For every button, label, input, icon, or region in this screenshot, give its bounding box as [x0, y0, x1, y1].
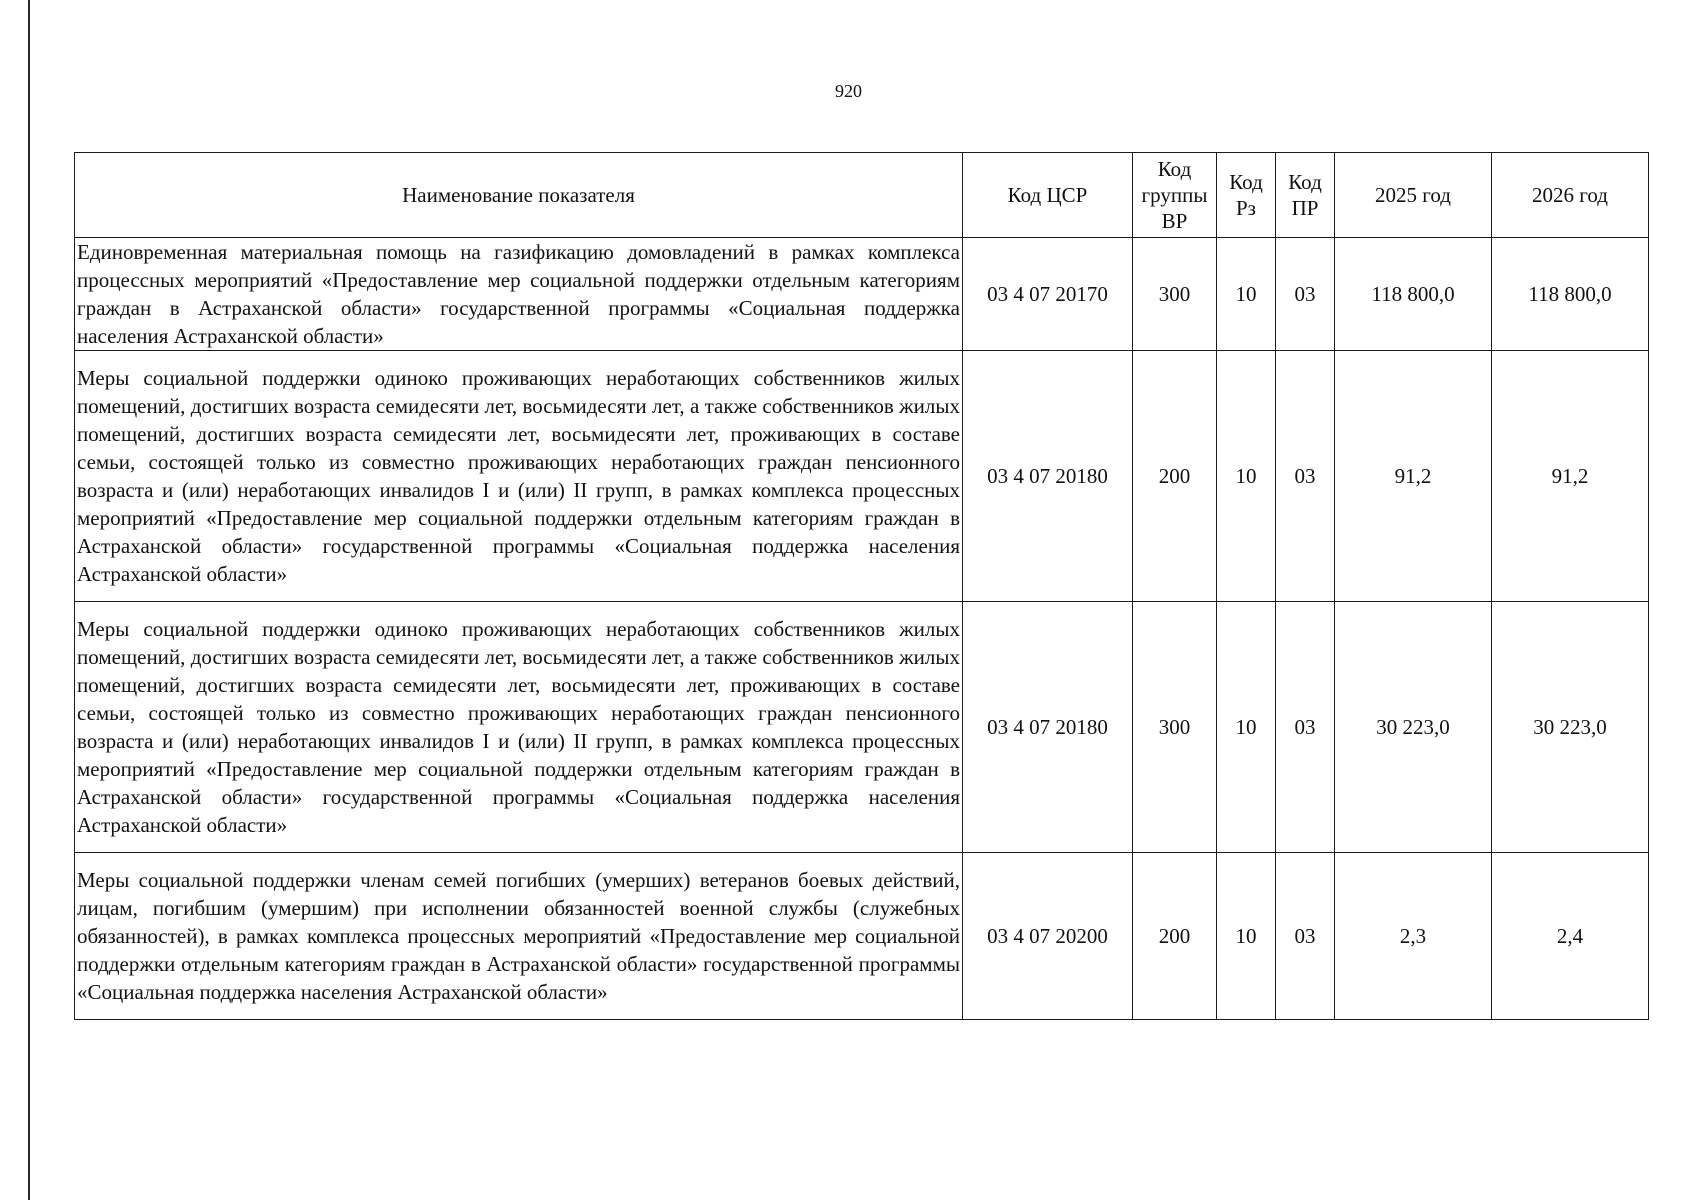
row-name: Меры социальной поддержки членам семей погибших (умерших) ветеранов боевых действий, лицам, погибшим (умершим) при исполнении обязанностей военной службы (служебных обязанностей), в рамках комплекса процессных мероприятий «Предоставление мер социальной поддержки отдельным категориям граждан в Астраханской области» государственной программы «Социальная поддержка населения Астраханской области»	[75, 853, 963, 1020]
row-rz: 10	[1217, 602, 1276, 853]
row-vr: 300	[1133, 238, 1217, 351]
header-vr-line3: ВР	[1161, 209, 1188, 233]
row-2026: 2,4	[1492, 853, 1649, 1020]
table-row	[75, 602, 1649, 853]
row-2025: 118 800,0	[1335, 238, 1492, 351]
row-2026: 91,2	[1492, 351, 1649, 602]
page-number: 920	[835, 81, 862, 101]
row-2025: 30 223,0	[1335, 602, 1492, 853]
row-2025: 91,2	[1335, 351, 1492, 602]
budget-table	[74, 152, 1649, 1020]
row-pr: 03	[1276, 853, 1335, 1020]
row-2026: 30 223,0	[1492, 602, 1649, 853]
header-rz-line1: Код	[1229, 170, 1263, 194]
row-pr: 03	[1276, 602, 1335, 853]
table-row	[75, 238, 1649, 351]
row-2026: 118 800,0	[1492, 238, 1649, 351]
header-rz	[1217, 153, 1276, 238]
row-csr: 03 4 07 20180	[963, 351, 1133, 602]
row-pr: 03	[1276, 351, 1335, 602]
header-vr	[1133, 153, 1217, 238]
header-name: Наименование показателя	[75, 153, 963, 238]
header-2026: 2026 год	[1492, 153, 1649, 238]
header-pr-line2: ПР	[1291, 196, 1319, 220]
header-2025: 2025 год	[1335, 153, 1492, 238]
row-name: Меры социальной поддержки одиноко проживающих неработающих собственников жилых помещений, достигших возраста семидесяти лет, восьмидесяти лет, а также собственников жилых помещений, достигших возраста семидесяти лет, восьмидесяти лет, проживающих в составе семьи, состоящей только из совместно проживающих неработающих граждан пенсионного возраста и (или) неработающих инвалидов I и (или) II групп, в рамках комплекса процессных мероприятий «Предоставление мер социальной поддержки отдельным категориям граждан в Астраханской области» государственной программы «Социальная поддержка населения Астраханской области»	[75, 602, 963, 853]
row-rz: 10	[1217, 238, 1276, 351]
row-vr: 300	[1133, 602, 1217, 853]
row-2025: 2,3	[1335, 853, 1492, 1020]
header-rz-line2: Рз	[1236, 196, 1256, 220]
row-vr: 200	[1133, 853, 1217, 1020]
table-header-row	[75, 153, 1649, 238]
row-csr: 03 4 07 20170	[963, 238, 1133, 351]
header-pr	[1276, 153, 1335, 238]
header-pr-line1: Код	[1288, 170, 1322, 194]
header-vr-line1: Код	[1157, 157, 1192, 181]
table-row	[75, 351, 1649, 602]
table-row	[75, 853, 1649, 1020]
row-rz: 10	[1217, 351, 1276, 602]
row-pr: 03	[1276, 238, 1335, 351]
row-csr: 03 4 07 20200	[963, 853, 1133, 1020]
row-name: Меры социальной поддержки одиноко проживающих неработающих собственников жилых помещений, достигших возраста семидесяти лет, восьмидесяти лет, а также собственников жилых помещений, достигших возраста семидесяти лет, восьмидесяти лет, проживающих в составе семьи, состоящей только из совместно проживающих неработающих граждан пенсионного возраста и (или) неработающих инвалидов I и (или) II групп, в рамках комплекса процессных мероприятий «Предоставление мер социальной поддержки отдельным категориям граждан в Астраханской области» государственной программы «Социальная поддержка населения Астраханской области»	[75, 351, 963, 602]
header-vr-line2: группы	[1141, 183, 1208, 207]
header-csr: Код ЦСР	[963, 153, 1133, 238]
row-rz: 10	[1217, 853, 1276, 1020]
row-csr: 03 4 07 20180	[963, 602, 1133, 853]
left-margin-rule	[28, 0, 30, 1200]
row-vr: 200	[1133, 351, 1217, 602]
row-name: Единовременная материальная помощь на газификацию домовладений в рамках комплекса процессных мероприятий «Предоставление мер социальной поддержки отдельным категориям граждан в Астраханской области» государственной программы «Социальная поддержка населения Астраханской области»	[75, 238, 963, 351]
